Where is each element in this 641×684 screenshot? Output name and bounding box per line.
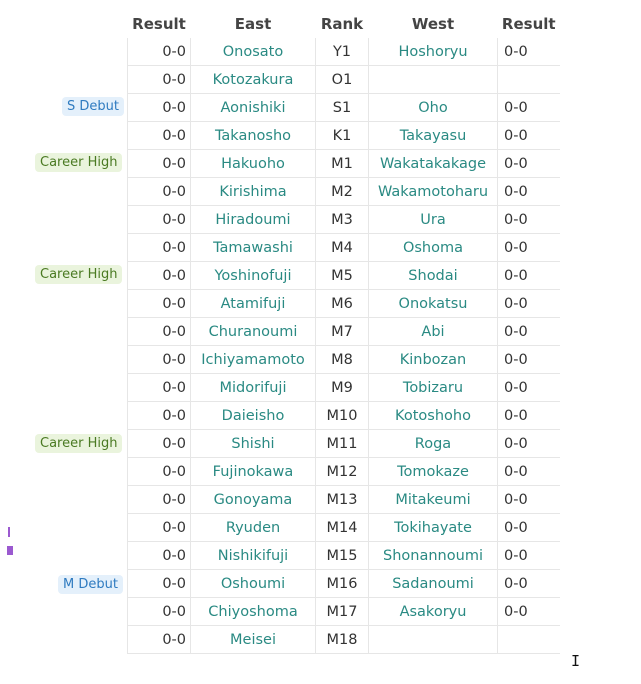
career-high-badge: Career High bbox=[35, 265, 122, 284]
west-result-cell: 0-0 bbox=[498, 206, 561, 234]
rank-cell: M16 bbox=[316, 570, 369, 598]
west-result-cell: 0-0 bbox=[498, 290, 561, 318]
header-west-result: Result bbox=[501, 15, 556, 33]
s-debut-badge: S Debut bbox=[62, 97, 124, 116]
east-result-cell: 0-0 bbox=[128, 290, 191, 318]
rank-cell: S1 bbox=[316, 94, 369, 122]
table-row bbox=[128, 290, 561, 318]
rank-cell: M8 bbox=[316, 346, 369, 374]
west-result-cell: 0-0 bbox=[498, 178, 561, 206]
east-wrestler-link[interactable]: Meisei bbox=[191, 626, 316, 654]
east-result-cell: 0-0 bbox=[128, 206, 191, 234]
east-wrestler-link[interactable]: Gonoyama bbox=[191, 486, 316, 514]
table-row bbox=[128, 458, 561, 486]
table-row bbox=[128, 430, 561, 458]
west-wrestler-link[interactable]: Tobizaru bbox=[369, 374, 498, 402]
west-wrestler-link[interactable]: Sadanoumi bbox=[369, 570, 498, 598]
west-result-cell: 0-0 bbox=[498, 598, 561, 626]
west-wrestler-link[interactable]: Onokatsu bbox=[369, 290, 498, 318]
table-row bbox=[128, 178, 561, 206]
east-result-cell: 0-0 bbox=[128, 570, 191, 598]
west-wrestler-link[interactable]: Wakatakakage bbox=[369, 150, 498, 178]
table-header-row bbox=[128, 10, 561, 38]
east-result-cell: 0-0 bbox=[128, 150, 191, 178]
east-wrestler-link[interactable]: Onosato bbox=[191, 38, 316, 66]
east-wrestler-link[interactable]: Aonishiki bbox=[191, 94, 316, 122]
west-wrestler-link[interactable]: Tomokaze bbox=[369, 458, 498, 486]
east-result-cell: 0-0 bbox=[128, 542, 191, 570]
west-wrestler-link[interactable]: Shonannoumi bbox=[369, 542, 498, 570]
header-east: East bbox=[234, 15, 272, 33]
rank-cell: M2 bbox=[316, 178, 369, 206]
table-row bbox=[128, 262, 561, 290]
west-result-cell: 0-0 bbox=[498, 458, 561, 486]
west-wrestler-link[interactable]: Oshoma bbox=[369, 234, 498, 262]
west-wrestler-link[interactable] bbox=[369, 626, 498, 654]
banzuke-table bbox=[127, 10, 560, 654]
east-result-cell: 0-0 bbox=[128, 346, 191, 374]
east-wrestler-link[interactable]: Oshoumi bbox=[191, 570, 316, 598]
east-wrestler-link[interactable]: Fujinokawa bbox=[191, 458, 316, 486]
table-row bbox=[128, 402, 561, 430]
east-wrestler-link[interactable]: Tamawashi bbox=[191, 234, 316, 262]
west-wrestler-link[interactable]: Asakoryu bbox=[369, 598, 498, 626]
m-debut-badge: M Debut bbox=[58, 575, 123, 594]
east-wrestler-link[interactable]: Daieisho bbox=[191, 402, 316, 430]
rank-cell: M12 bbox=[316, 458, 369, 486]
east-wrestler-link[interactable]: Hiradoumi bbox=[191, 206, 316, 234]
west-result-cell: 0-0 bbox=[498, 486, 561, 514]
table-row bbox=[128, 374, 561, 402]
east-result-cell: 0-0 bbox=[128, 374, 191, 402]
west-wrestler-link[interactable]: Wakamotoharu bbox=[369, 178, 498, 206]
table-row bbox=[128, 94, 561, 122]
east-result-cell: 0-0 bbox=[128, 122, 191, 150]
west-wrestler-link[interactable]: Kinbozan bbox=[369, 346, 498, 374]
rank-cell: M13 bbox=[316, 486, 369, 514]
table-body bbox=[128, 38, 561, 654]
west-result-cell: 0-0 bbox=[498, 94, 561, 122]
header-east-result: Result bbox=[132, 15, 186, 33]
east-wrestler-link[interactable]: Chiyoshoma bbox=[191, 598, 316, 626]
west-wrestler-link[interactable]: Abi bbox=[369, 318, 498, 346]
table-row bbox=[128, 318, 561, 346]
table-row bbox=[128, 122, 561, 150]
table-row bbox=[128, 514, 561, 542]
east-result-cell: 0-0 bbox=[128, 430, 191, 458]
west-result-cell: 0-0 bbox=[498, 262, 561, 290]
east-result-cell: 0-0 bbox=[128, 38, 191, 66]
table-row bbox=[128, 598, 561, 626]
text-cursor-icon: I bbox=[571, 652, 581, 670]
east-result-cell: 0-0 bbox=[128, 598, 191, 626]
west-result-cell: 0-0 bbox=[498, 122, 561, 150]
rank-cell: K1 bbox=[316, 122, 369, 150]
east-result-cell: 0-0 bbox=[128, 402, 191, 430]
rank-cell: M14 bbox=[316, 514, 369, 542]
rank-cell: M10 bbox=[316, 402, 369, 430]
west-wrestler-link[interactable]: Hoshoryu bbox=[369, 38, 498, 66]
header-rank: Rank bbox=[320, 15, 364, 33]
table-row bbox=[128, 626, 561, 654]
east-wrestler-link[interactable]: Yoshinofuji bbox=[191, 262, 316, 290]
career-high-badge: Career High bbox=[35, 434, 122, 453]
west-result-cell: 0-0 bbox=[498, 402, 561, 430]
east-wrestler-link[interactable]: Ichiyamamoto bbox=[191, 346, 316, 374]
west-wrestler-link[interactable]: Kotoshoho bbox=[369, 402, 498, 430]
west-result-cell: 0-0 bbox=[498, 430, 561, 458]
table-row bbox=[128, 38, 561, 66]
east-result-cell: 0-0 bbox=[128, 234, 191, 262]
west-wrestler-link[interactable]: Oho bbox=[369, 94, 498, 122]
west-wrestler-link[interactable]: Shodai bbox=[369, 262, 498, 290]
west-wrestler-link[interactable]: Mitakeumi bbox=[369, 486, 498, 514]
rank-cell: M18 bbox=[316, 626, 369, 654]
west-result-cell: 0-0 bbox=[498, 38, 561, 66]
west-result-cell: 0-0 bbox=[498, 514, 561, 542]
marker-block bbox=[7, 546, 13, 555]
east-result-cell: 0-0 bbox=[128, 262, 191, 290]
rank-cell: M6 bbox=[316, 290, 369, 318]
table-row bbox=[128, 346, 561, 374]
rank-cell: M7 bbox=[316, 318, 369, 346]
east-result-cell: 0-0 bbox=[128, 178, 191, 206]
east-wrestler-link[interactable]: Hakuoho bbox=[191, 150, 316, 178]
rank-cell: M4 bbox=[316, 234, 369, 262]
west-result-cell: 0-0 bbox=[498, 346, 561, 374]
east-result-cell: 0-0 bbox=[128, 514, 191, 542]
west-wrestler-link[interactable]: Takayasu bbox=[369, 122, 498, 150]
table-row bbox=[128, 234, 561, 262]
rank-cell: M5 bbox=[316, 262, 369, 290]
west-result-cell bbox=[498, 626, 561, 654]
east-wrestler-link[interactable]: Kotozakura bbox=[191, 66, 316, 94]
rank-cell: O1 bbox=[316, 66, 369, 94]
east-wrestler-link[interactable]: Takanosho bbox=[191, 122, 316, 150]
rank-cell: Y1 bbox=[316, 38, 369, 66]
table-row bbox=[128, 66, 561, 94]
rank-cell: M9 bbox=[316, 374, 369, 402]
west-wrestler-link[interactable]: Roga bbox=[369, 430, 498, 458]
table-row bbox=[128, 570, 561, 598]
east-wrestler-link[interactable]: Nishikifuji bbox=[191, 542, 316, 570]
east-result-cell: 0-0 bbox=[128, 458, 191, 486]
west-wrestler-link[interactable] bbox=[369, 66, 498, 94]
east-result-cell: 0-0 bbox=[128, 66, 191, 94]
east-wrestler-link[interactable]: Kirishima bbox=[191, 178, 316, 206]
east-wrestler-link[interactable]: Churanoumi bbox=[191, 318, 316, 346]
west-result-cell: 0-0 bbox=[498, 570, 561, 598]
east-result-cell: 0-0 bbox=[128, 626, 191, 654]
career-high-badge: Career High bbox=[35, 153, 122, 172]
east-wrestler-link[interactable]: Ryuden bbox=[191, 514, 316, 542]
rank-cell: M15 bbox=[316, 542, 369, 570]
west-result-cell bbox=[498, 66, 561, 94]
rank-cell: M17 bbox=[316, 598, 369, 626]
west-result-cell: 0-0 bbox=[498, 542, 561, 570]
west-result-cell: 0-0 bbox=[498, 234, 561, 262]
east-result-cell: 0-0 bbox=[128, 318, 191, 346]
header-west: West bbox=[411, 15, 455, 33]
rank-cell: M11 bbox=[316, 430, 369, 458]
rank-cell: M1 bbox=[316, 150, 369, 178]
west-result-cell: 0-0 bbox=[498, 374, 561, 402]
table-row bbox=[128, 486, 561, 514]
east-result-cell: 0-0 bbox=[128, 94, 191, 122]
east-wrestler-link[interactable]: Midorifuji bbox=[191, 374, 316, 402]
table-row bbox=[128, 542, 561, 570]
west-result-cell: 0-0 bbox=[498, 318, 561, 346]
west-wrestler-link[interactable]: Ura bbox=[369, 206, 498, 234]
table-row bbox=[128, 150, 561, 178]
east-wrestler-link[interactable]: Atamifuji bbox=[191, 290, 316, 318]
east-wrestler-link[interactable]: Shishi bbox=[191, 430, 316, 458]
east-result-cell: 0-0 bbox=[128, 486, 191, 514]
rank-cell: M3 bbox=[316, 206, 369, 234]
west-result-cell: 0-0 bbox=[498, 150, 561, 178]
west-wrestler-link[interactable]: Tokihayate bbox=[369, 514, 498, 542]
marker-line bbox=[8, 527, 10, 537]
table-row bbox=[128, 206, 561, 234]
